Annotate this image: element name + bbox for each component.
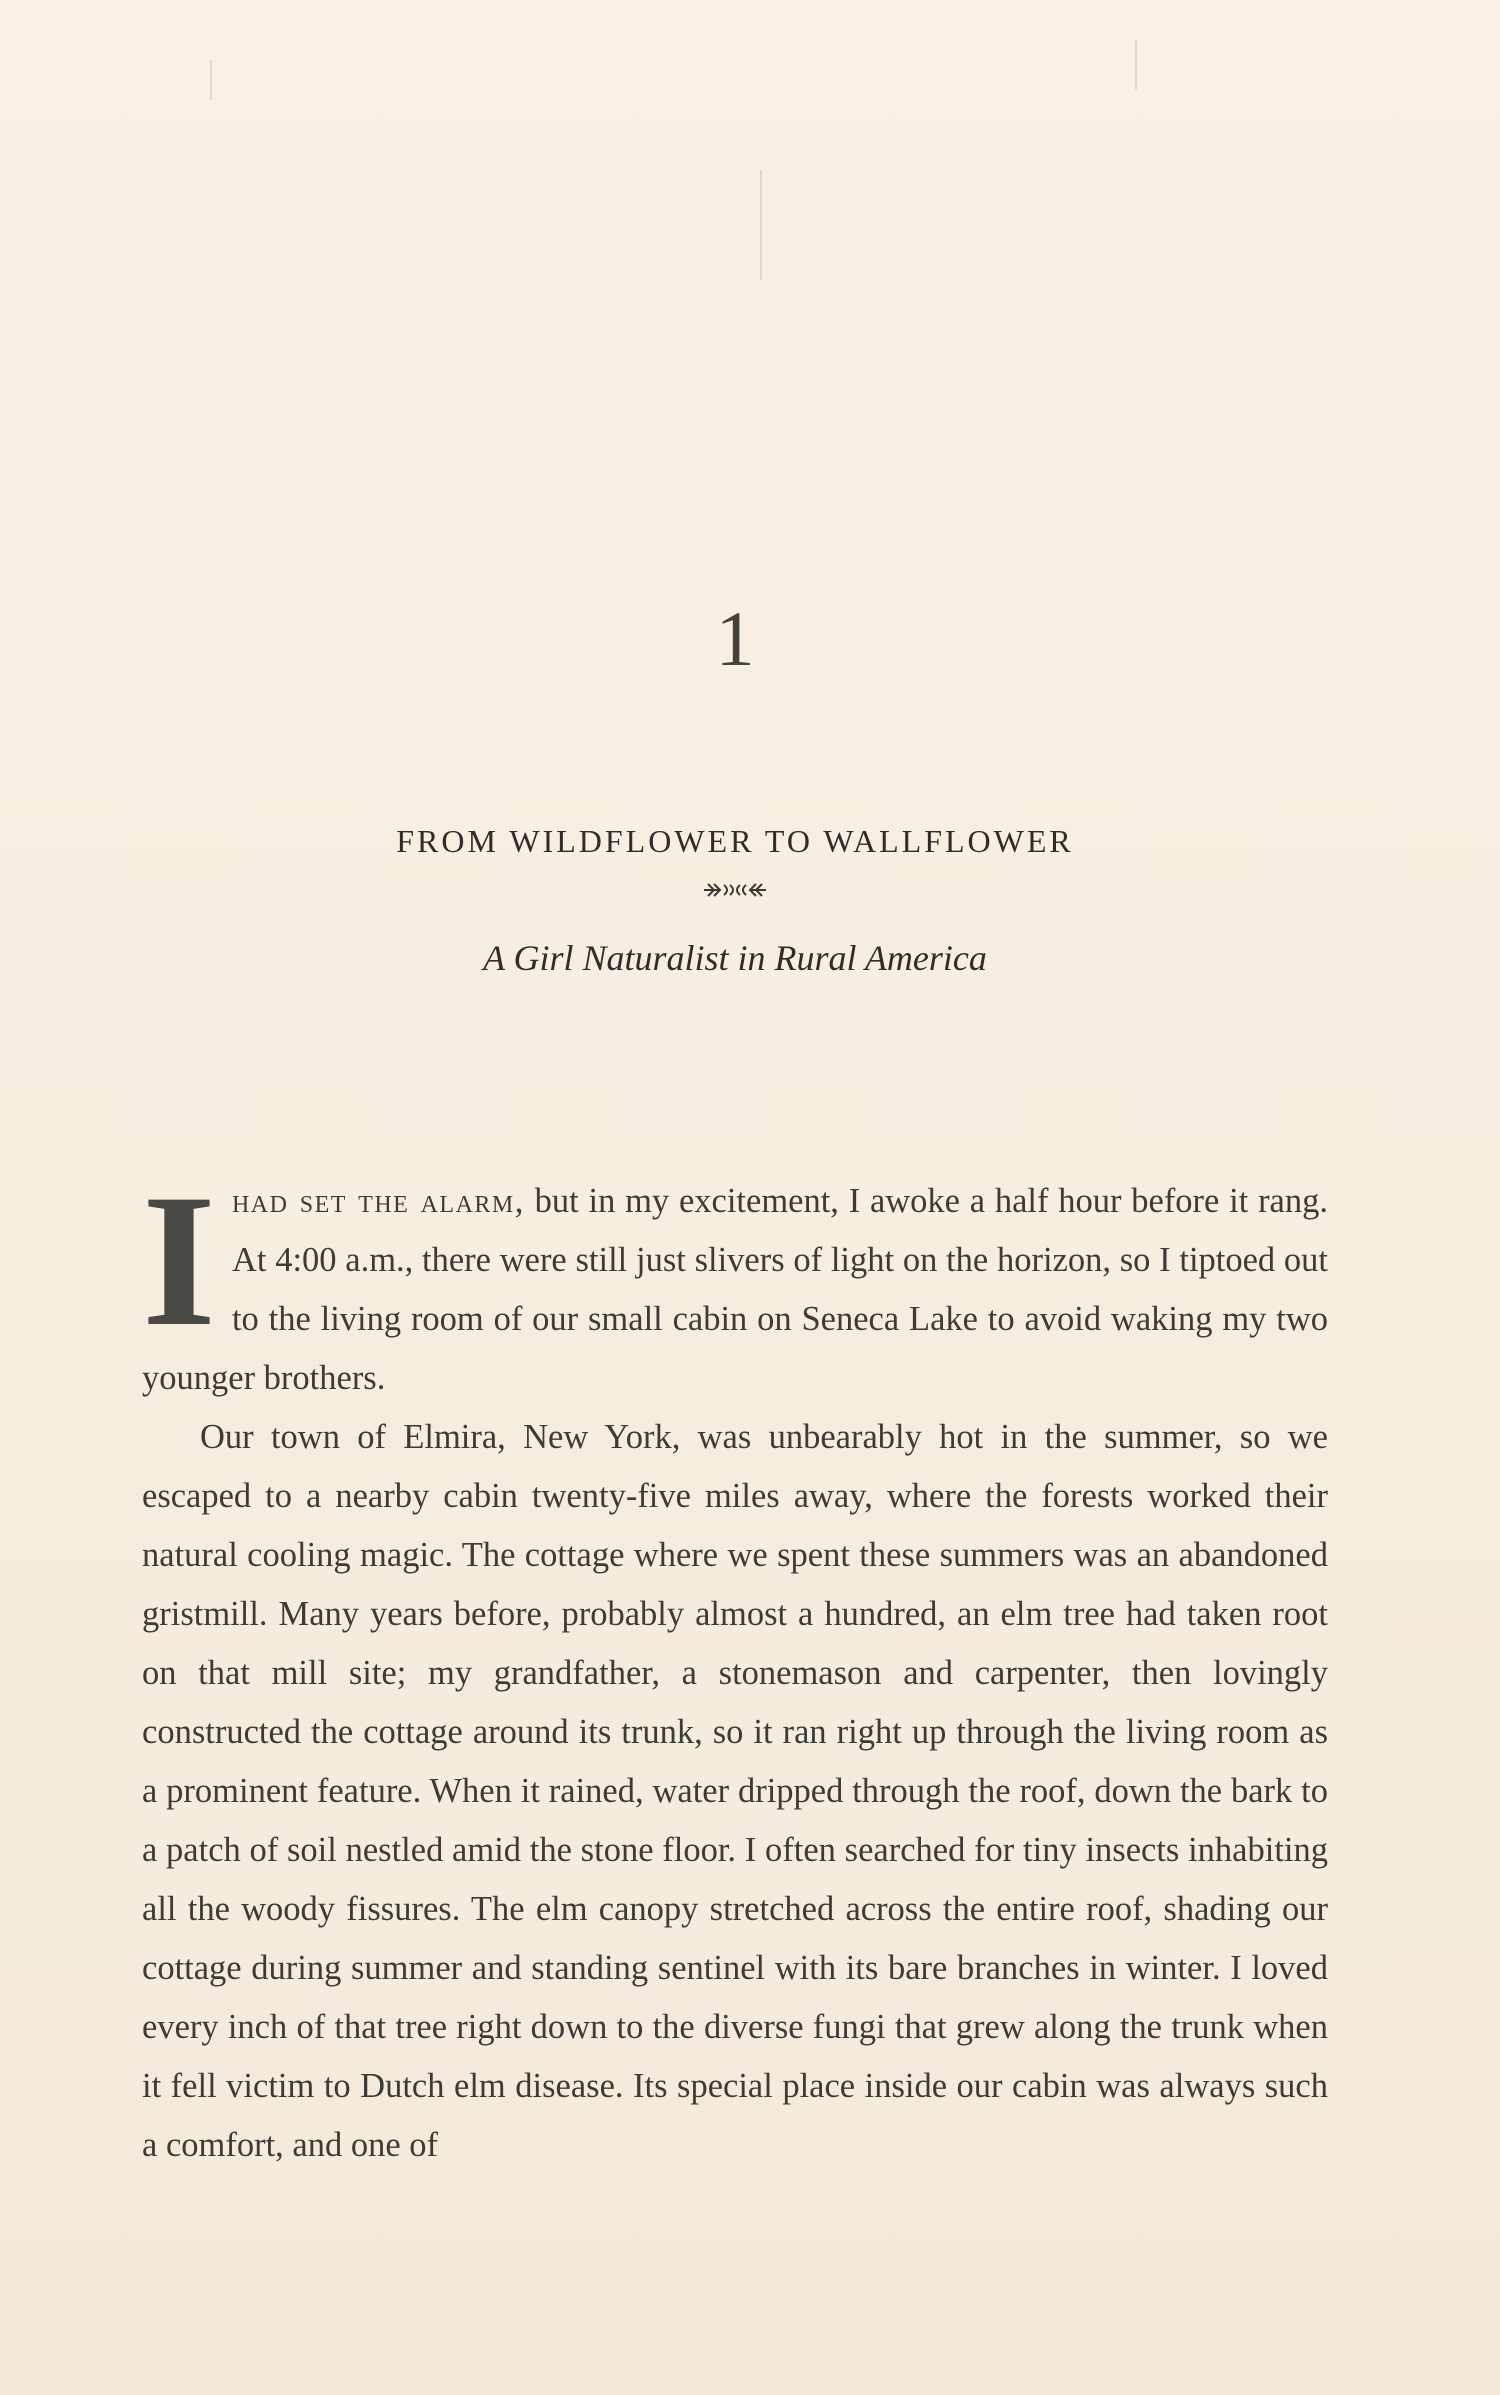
opening-smallcaps: had set the alarm,: [231, 1182, 525, 1220]
paragraph-text: but in my excitement, I awoke a half hour before it rang. At 4:00 a.m., there were still just slivers of light on the horizon, so I tiptoed out to the living room of our small cabin on Seneca Lake to avoid waking my two younger brothers.: [142, 1182, 1328, 1397]
fleuron-ornament-icon: [700, 880, 770, 900]
chapter-title: FROM WILDFLOWER TO WALLFLOWER: [396, 823, 1074, 859]
paragraph: Our town of Elmira, New York, was unbearably hot in the summer, so we escaped to a nearby cabin twenty-five miles away, where the forests worked their natural cooling magic. The cottage where we spent these summers was an abandoned gristmill. Many years before, probably almost a hundred, an elm tree had taken root on that mill site; my grandfather, a stonemason and carpenter, then lovingly constructed the cottage around its trunk, so it ran right up through the living room as a prominent feature. When it rained, water dripped through the roof, down the bark to a patch of soil nestled amid the stone floor. I often searched for tiny insects inhabiting all the woody fissures. The elm canopy stretched across the entire roof, shading our cottage during summer and standing sentinel with its bare branches in winter. I loved every inch of that tree right down to the diverse fungi that grew along the trunk when it fell victim to Dutch elm disease. Its special place inside our cabin was always such a comfort, and one of: [142, 1418, 1328, 2164]
paper-speck: [1135, 40, 1137, 90]
paragraph: [142, 1156, 1328, 1408]
paper-speck: [210, 60, 212, 100]
drop-cap: I: [142, 1156, 216, 1366]
chapter-subtitle: A Girl Naturalist in Rural America: [483, 938, 987, 978]
chapter-body: [142, 1156, 1328, 2175]
chapter-number: 1: [715, 595, 755, 682]
paper-speck: [760, 170, 762, 280]
